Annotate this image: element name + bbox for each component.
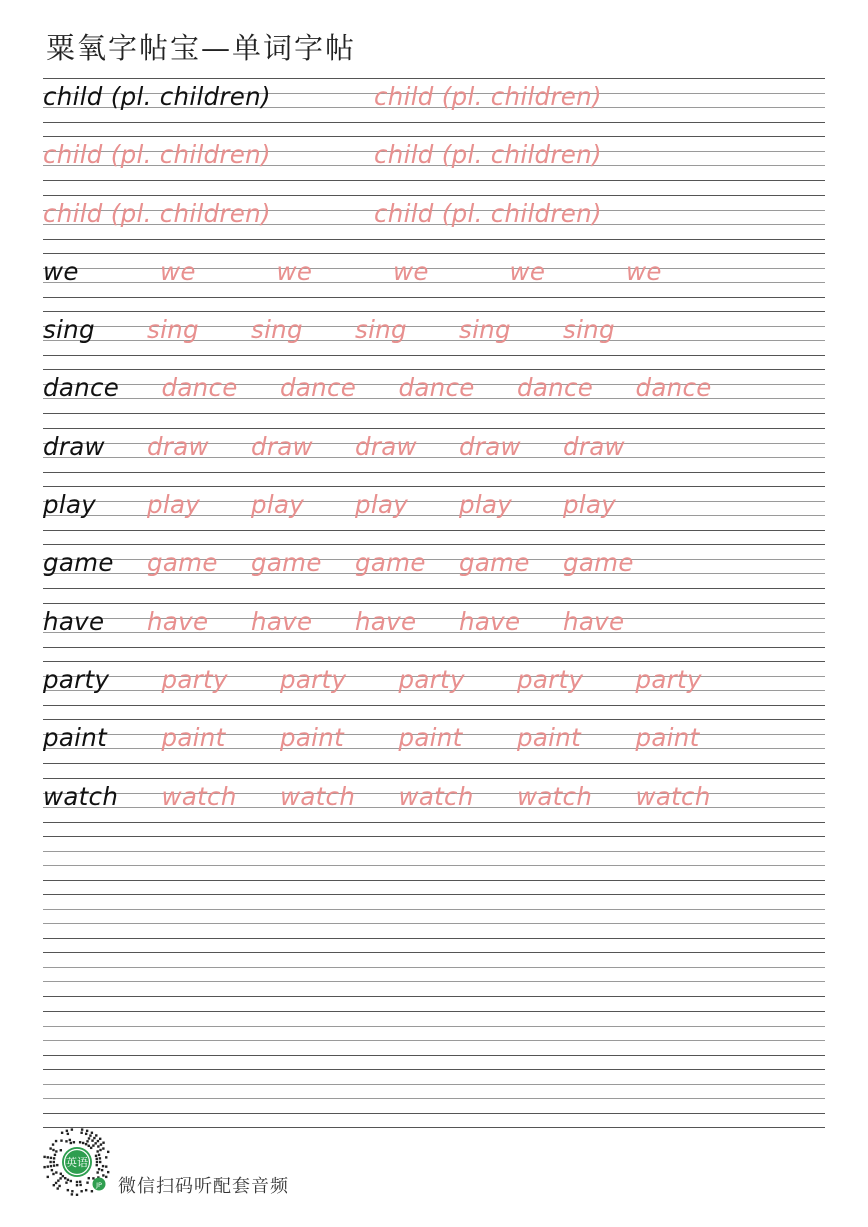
tracing-word: play bbox=[355, 490, 409, 520]
practice-row bbox=[43, 719, 825, 777]
tracing-word: game bbox=[563, 548, 634, 578]
ruled-line bbox=[43, 78, 825, 79]
practice-row bbox=[43, 195, 825, 253]
tracing-word: dance bbox=[161, 373, 238, 403]
ruled-line bbox=[43, 428, 825, 429]
ruled-line bbox=[43, 1011, 825, 1012]
ruled-line bbox=[43, 136, 825, 137]
practice-row bbox=[43, 136, 825, 194]
tracing-word: we bbox=[509, 256, 546, 286]
tracing-word: have bbox=[251, 606, 313, 636]
ruled-line bbox=[43, 894, 825, 895]
tracing-word: game bbox=[355, 548, 426, 578]
tracing-word: draw bbox=[459, 431, 521, 461]
tracing-word: we bbox=[160, 256, 196, 286]
practice-row bbox=[43, 428, 825, 486]
practice-row bbox=[43, 1011, 825, 1069]
ruled-line bbox=[43, 544, 825, 545]
practice-row bbox=[43, 78, 825, 136]
tracing-word: have bbox=[459, 606, 521, 636]
tracing-word: watch bbox=[517, 781, 593, 811]
tracing-word: party bbox=[280, 664, 347, 694]
ruled-line bbox=[43, 938, 825, 939]
ruled-line bbox=[43, 311, 825, 312]
tracing-word: party bbox=[398, 664, 465, 694]
tracing-word: child (pl. children) bbox=[374, 140, 602, 170]
ruled-line bbox=[43, 369, 825, 370]
ruled-line bbox=[43, 880, 825, 881]
tracing-word: play bbox=[147, 490, 201, 520]
model-word: we bbox=[43, 256, 79, 286]
practice-row bbox=[43, 894, 825, 952]
ruled-line bbox=[43, 122, 825, 123]
model-word: have bbox=[43, 606, 105, 636]
tracing-word: child (pl. children) bbox=[43, 198, 271, 228]
tracing-word: party bbox=[635, 664, 702, 694]
tracing-word: party bbox=[161, 664, 228, 694]
ruled-line bbox=[43, 1069, 825, 1070]
ruled-line bbox=[43, 1026, 825, 1027]
tracing-word: child (pl. children) bbox=[374, 198, 602, 228]
ruled-line bbox=[43, 996, 825, 997]
tracing-word: watch bbox=[635, 781, 711, 811]
tracing-word: play bbox=[459, 490, 513, 520]
tracing-word: paint bbox=[517, 723, 582, 753]
practice-row bbox=[43, 369, 825, 427]
ruled-line bbox=[43, 486, 825, 487]
tracing-word: watch bbox=[161, 781, 237, 811]
ruled-line bbox=[43, 647, 825, 648]
model-word: sing bbox=[43, 315, 95, 345]
tracing-word: we bbox=[393, 256, 429, 286]
ruled-line bbox=[43, 297, 825, 298]
tracing-word: dance bbox=[635, 373, 712, 403]
ruled-line bbox=[43, 952, 825, 953]
tracing-word: we bbox=[626, 256, 662, 286]
model-word: game bbox=[43, 548, 114, 578]
practice-row bbox=[43, 311, 825, 369]
ruled-line bbox=[43, 1055, 825, 1056]
tracing-word: paint bbox=[635, 723, 700, 753]
tracing-word: dance bbox=[398, 373, 475, 403]
practice-row bbox=[43, 603, 825, 661]
ruled-line bbox=[43, 661, 825, 662]
qr-code-icon[interactable] bbox=[42, 1127, 112, 1197]
handwriting-sheet bbox=[43, 78, 825, 1128]
scan-instruction: 微信扫码听配套音频 bbox=[118, 1176, 289, 1197]
ruled-line bbox=[43, 865, 825, 866]
model-word: child (pl. children) bbox=[43, 82, 271, 111]
tracing-word: play bbox=[251, 490, 305, 520]
practice-row bbox=[43, 1069, 825, 1127]
tracing-word: paint bbox=[280, 723, 345, 753]
ruled-line bbox=[43, 180, 825, 181]
ruled-line bbox=[43, 355, 825, 356]
practice-row bbox=[43, 253, 825, 311]
practice-row bbox=[43, 836, 825, 894]
ruled-line bbox=[43, 472, 825, 473]
page-title: 粟氧字帖宝—单词字帖 bbox=[46, 31, 357, 65]
tracing-word: game bbox=[147, 548, 218, 578]
ruled-line bbox=[43, 836, 825, 837]
ruled-line bbox=[43, 1084, 825, 1085]
tracing-word: paint bbox=[161, 723, 226, 753]
model-word: watch bbox=[43, 781, 119, 811]
tracing-word: game bbox=[251, 548, 322, 578]
tracing-word: sing bbox=[251, 315, 303, 345]
ruled-line bbox=[43, 588, 825, 589]
practice-row bbox=[43, 544, 825, 602]
tracing-word: we bbox=[276, 256, 313, 286]
ruled-line bbox=[43, 1040, 825, 1041]
tracing-word: draw bbox=[355, 431, 417, 461]
ruled-line bbox=[43, 981, 825, 982]
ruled-line bbox=[43, 763, 825, 764]
tracing-word: have bbox=[355, 606, 417, 636]
ruled-line bbox=[43, 851, 825, 852]
model-word: party bbox=[43, 664, 110, 694]
ruled-line bbox=[43, 253, 825, 254]
practice-row bbox=[43, 486, 825, 544]
tracing-word: have bbox=[147, 606, 209, 636]
qr-corner-label: JP bbox=[96, 1181, 102, 1189]
tracing-word: watch bbox=[398, 781, 474, 811]
ruled-line bbox=[43, 1098, 825, 1099]
model-word: paint bbox=[43, 723, 108, 753]
tracing-word: sing bbox=[147, 315, 199, 345]
practice-row bbox=[43, 778, 825, 836]
ruled-line bbox=[43, 1113, 825, 1114]
ruled-line bbox=[43, 923, 825, 924]
ruled-line bbox=[43, 603, 825, 604]
tracing-word: sing bbox=[563, 315, 615, 345]
ruled-line bbox=[43, 719, 825, 720]
ruled-line bbox=[43, 909, 825, 910]
qr-badge-label: 英语 bbox=[66, 1156, 88, 1169]
tracing-word: draw bbox=[563, 431, 625, 461]
ruled-line bbox=[43, 530, 825, 531]
tracing-word: child (pl. children) bbox=[43, 140, 271, 170]
ruled-line bbox=[43, 413, 825, 414]
tracing-word: game bbox=[459, 548, 530, 578]
practice-row bbox=[43, 661, 825, 719]
ruled-line bbox=[43, 239, 825, 240]
tracing-word: sing bbox=[459, 315, 511, 345]
ruled-line bbox=[43, 822, 825, 823]
tracing-word: watch bbox=[280, 781, 356, 811]
tracing-word: paint bbox=[398, 723, 463, 753]
tracing-word: draw bbox=[251, 431, 313, 461]
tracing-word: party bbox=[517, 664, 584, 694]
tracing-word: draw bbox=[147, 431, 209, 461]
ruled-line bbox=[43, 967, 825, 968]
tracing-word: play bbox=[563, 490, 617, 520]
footer bbox=[42, 1127, 362, 1199]
ruled-line bbox=[43, 778, 825, 779]
model-word: draw bbox=[43, 431, 105, 461]
ruled-line bbox=[43, 705, 825, 706]
model-word: play bbox=[43, 490, 97, 520]
practice-row bbox=[43, 952, 825, 1010]
ruled-line bbox=[43, 195, 825, 196]
tracing-word: child (pl. children) bbox=[374, 82, 602, 111]
model-word: dance bbox=[43, 373, 120, 403]
tracing-word: have bbox=[563, 606, 625, 636]
tracing-word: sing bbox=[355, 315, 407, 345]
tracing-word: dance bbox=[280, 373, 357, 403]
tracing-word: dance bbox=[517, 373, 594, 403]
